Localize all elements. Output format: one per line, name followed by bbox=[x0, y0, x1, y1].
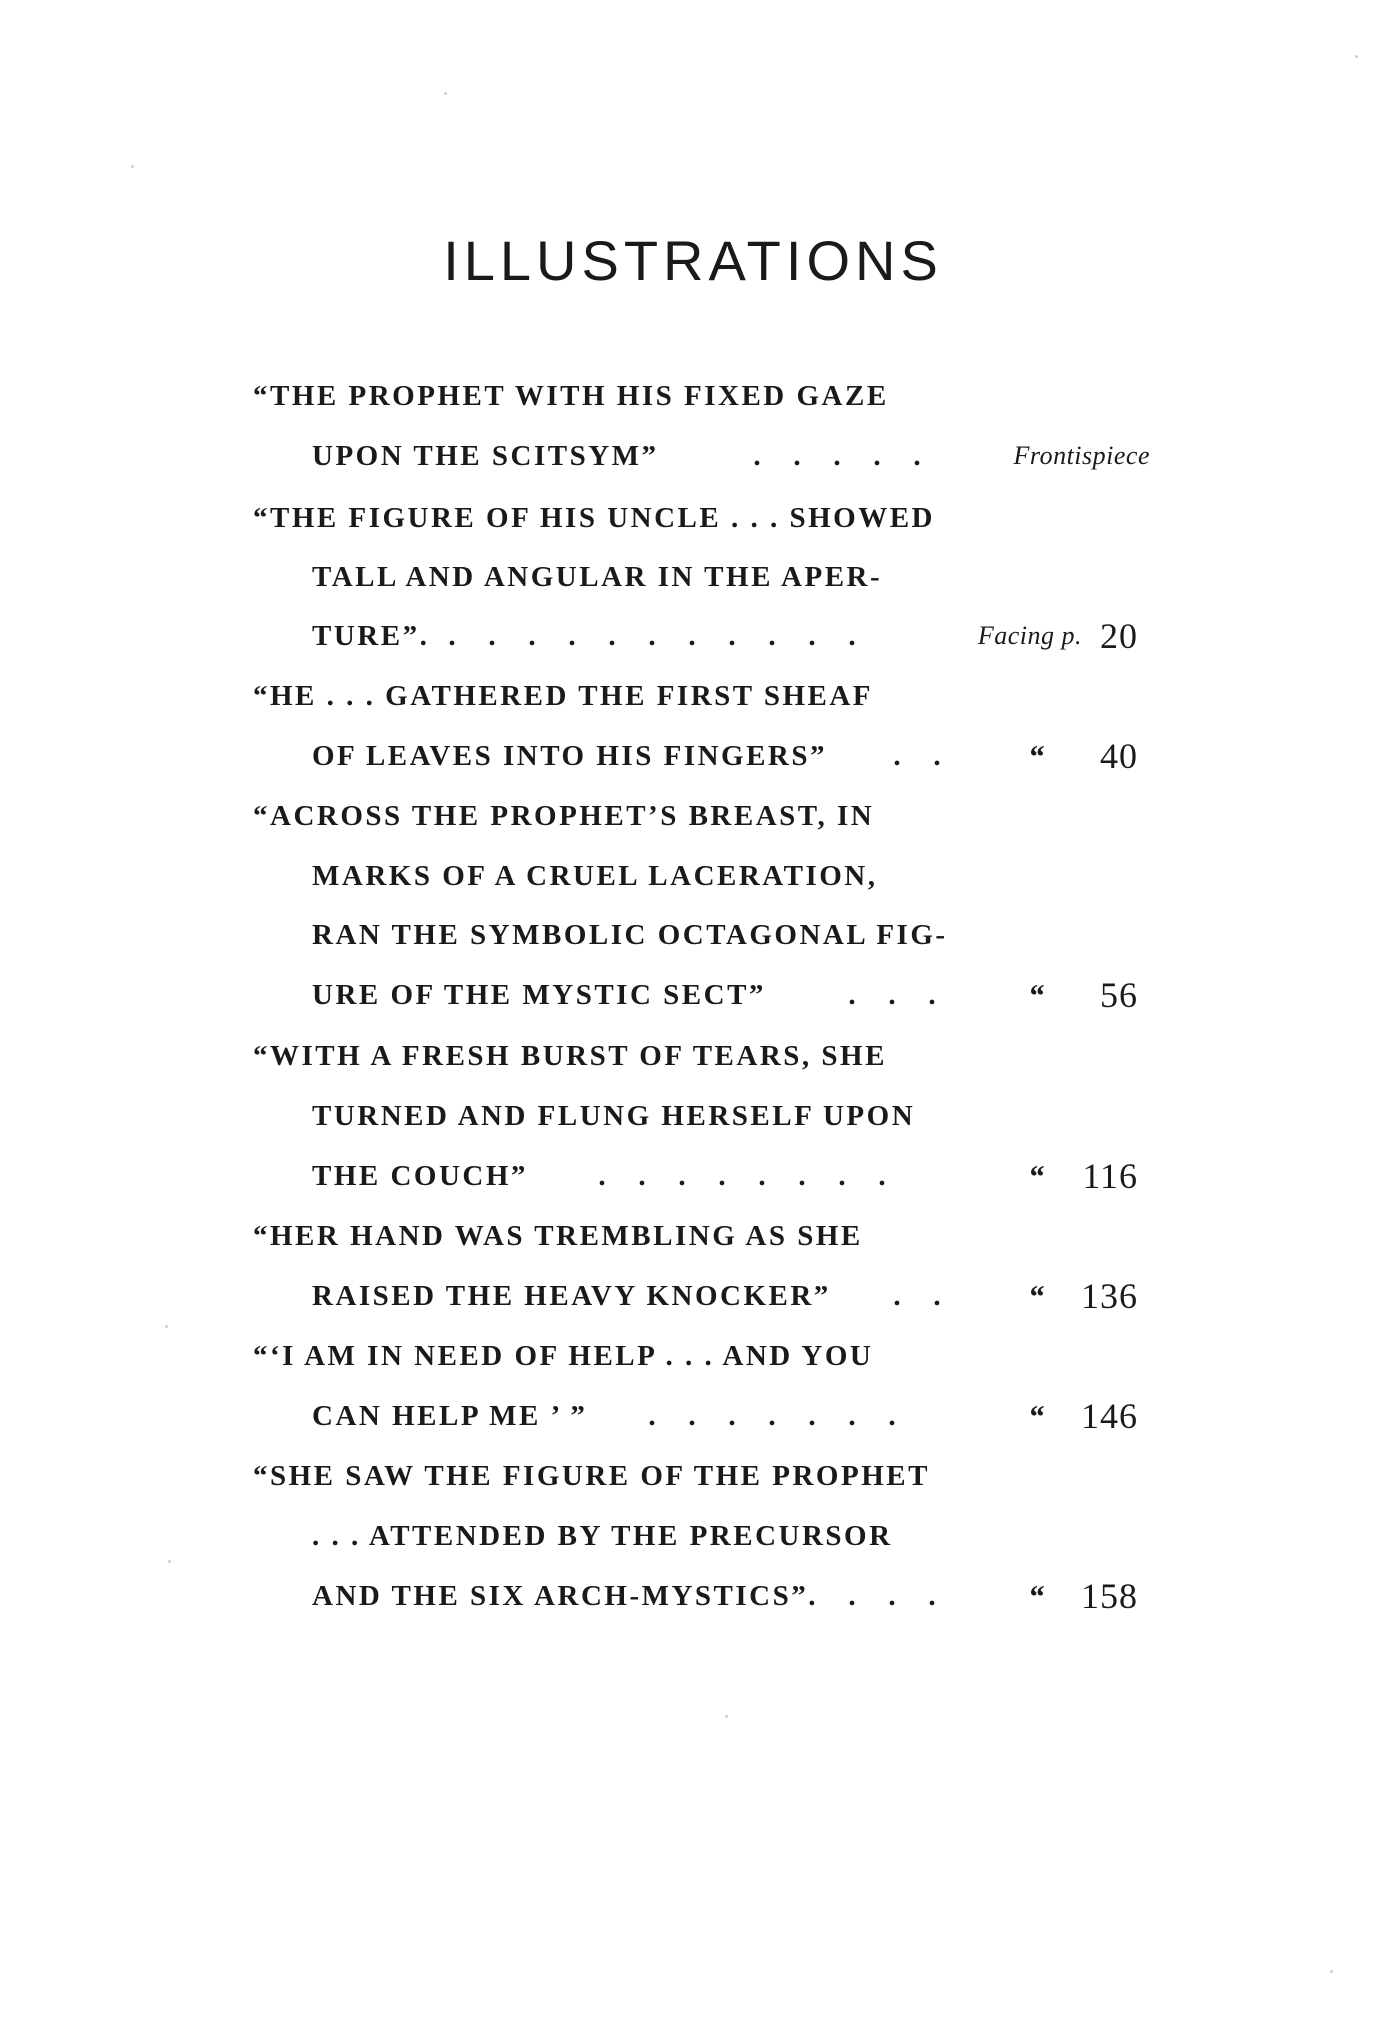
entry-line: TURNED AND FLUNG HERSELF UPON bbox=[312, 1100, 916, 1132]
ditto-mark: “ bbox=[1028, 1578, 1047, 1614]
entry-line: “SHE SAW THE FIGURE OF THE PROPHET bbox=[253, 1460, 930, 1492]
entry-line: RAISED THE HEAVY KNOCKER” bbox=[312, 1280, 831, 1312]
entry-line: OF LEAVES INTO HIS FINGERS” bbox=[312, 740, 827, 772]
ditto-mark: “ bbox=[1028, 977, 1047, 1013]
scan-speck bbox=[1330, 1970, 1333, 1973]
page-number: 116 bbox=[1082, 1156, 1138, 1196]
entry-line: “HE . . . GATHERED THE FIRST SHEAF bbox=[253, 680, 874, 712]
entry-line: “THE PROPHET WITH HIS FIXED GAZE bbox=[253, 380, 889, 412]
page-number: 158 bbox=[1081, 1576, 1138, 1616]
entry-line: TALL AND ANGULAR IN THE APER- bbox=[312, 561, 883, 593]
page-title: ILLUSTRATIONS bbox=[443, 229, 943, 292]
entry-line: “THE FIGURE OF HIS UNCLE . . . SHOWED bbox=[253, 502, 935, 534]
entry-line: TURE”. bbox=[312, 620, 430, 652]
page-number: 40 bbox=[1100, 736, 1138, 776]
entry-line: “‘I AM IN NEED OF HELP . . . AND YOU bbox=[253, 1340, 874, 1372]
frontispiece-label: Frontispiece bbox=[1013, 441, 1150, 470]
page-number: 56 bbox=[1100, 975, 1138, 1015]
scan-speck bbox=[165, 1325, 168, 1328]
leader-dots: . . . . . . . . bbox=[598, 1160, 886, 1192]
page-number: 136 bbox=[1081, 1276, 1138, 1316]
entry-line: URE OF THE MYSTIC SECT” bbox=[312, 979, 766, 1011]
scan-speck bbox=[1355, 55, 1358, 58]
ditto-mark: “ bbox=[1028, 738, 1047, 774]
entry-line: RAN THE SYMBOLIC OCTAGONAL FIG- bbox=[312, 919, 948, 951]
leader-dots: . . . . . bbox=[753, 440, 921, 472]
ditto-mark: “ bbox=[1028, 1278, 1047, 1314]
facing-label: Facing p. bbox=[977, 621, 1082, 650]
scan-speck bbox=[725, 1715, 728, 1718]
entry-line: MARKS OF A CRUEL LACERATION, bbox=[312, 860, 878, 892]
entry-line: “ACROSS THE PROPHET’S BREAST, IN bbox=[253, 800, 875, 832]
scan-speck bbox=[131, 165, 134, 168]
entry-line: CAN HELP ME ’ ” bbox=[312, 1400, 588, 1432]
scan-speck bbox=[168, 1560, 171, 1563]
leader-dots: . . . bbox=[848, 1580, 936, 1612]
entry-line: THE COUCH” bbox=[312, 1160, 528, 1192]
leader-dots: . . . bbox=[848, 979, 936, 1011]
leader-dots: . . bbox=[893, 740, 941, 772]
entry-line: . . . ATTENDED BY THE PRECURSOR bbox=[312, 1520, 893, 1552]
page-number: 20 bbox=[1100, 616, 1138, 656]
page-number: 146 bbox=[1081, 1396, 1138, 1436]
entry-line: UPON THE SCITSYM” bbox=[312, 440, 659, 472]
entry-line: “WITH A FRESH BURST OF TEARS, SHE bbox=[253, 1040, 887, 1072]
scan-speck bbox=[444, 92, 447, 95]
ditto-mark: “ bbox=[1028, 1158, 1047, 1194]
leader-dots: . . . . . . . . . . . bbox=[448, 620, 856, 652]
leader-dots: . . . . . . . bbox=[648, 1400, 896, 1432]
leader-dots: . . bbox=[893, 1280, 941, 1312]
ditto-mark: “ bbox=[1028, 1398, 1047, 1434]
entry-line: “HER HAND WAS TREMBLING AS SHE bbox=[253, 1220, 863, 1252]
entry-line: AND THE SIX ARCH-MYSTICS”. bbox=[312, 1580, 818, 1612]
